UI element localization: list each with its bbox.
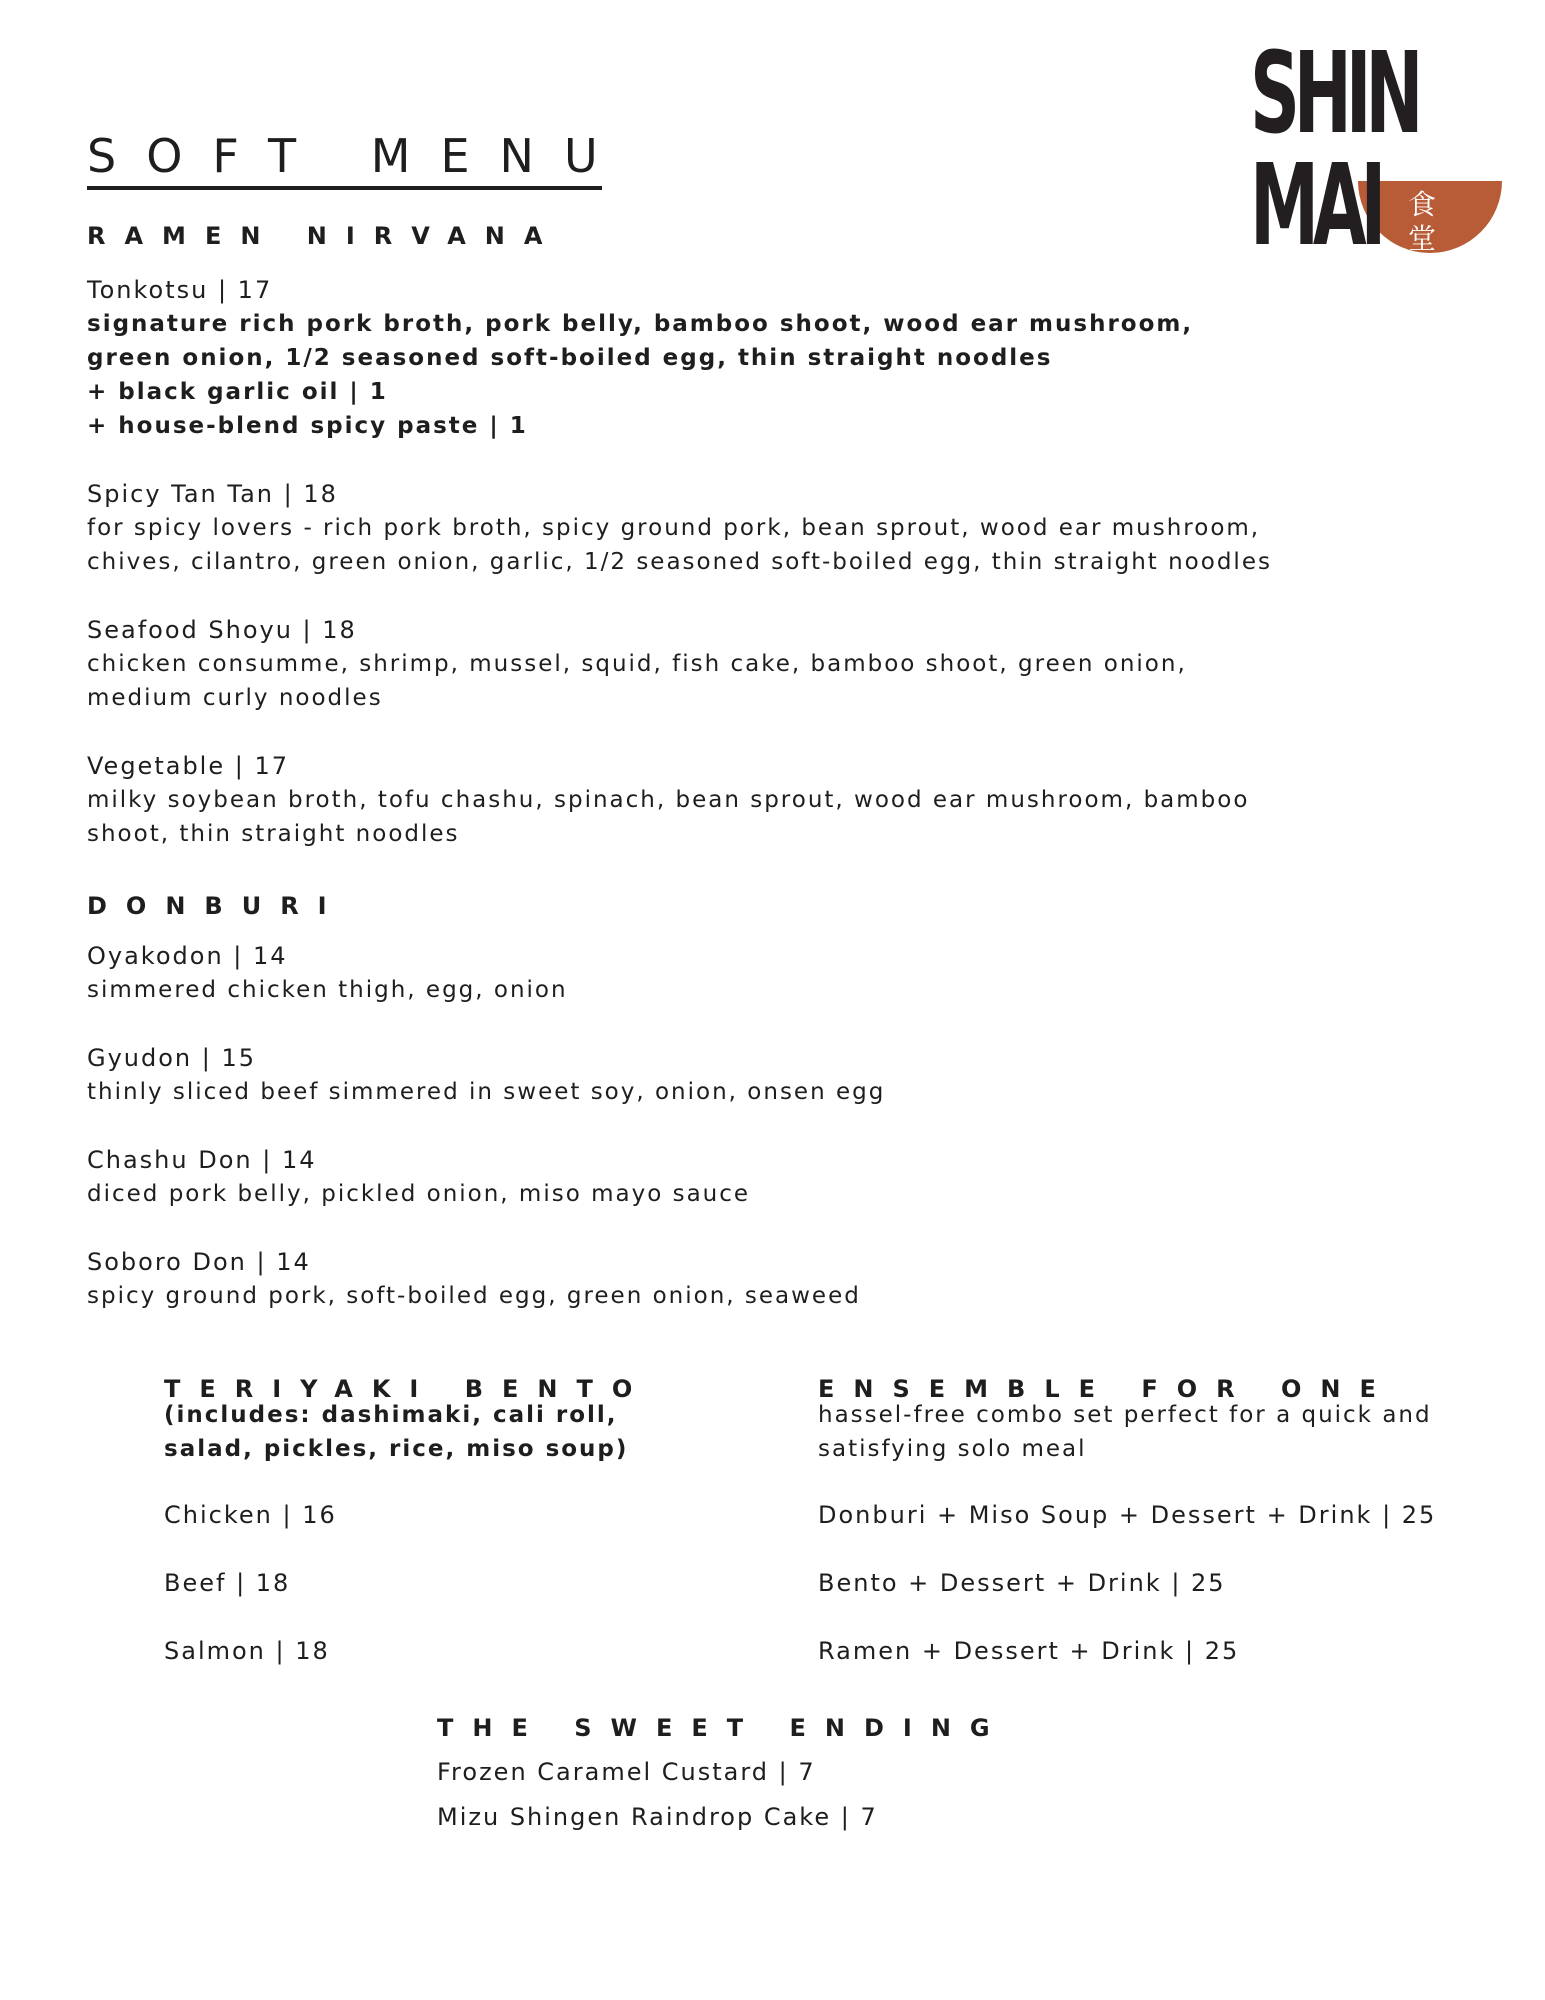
item-name: Chashu Don | 14 xyxy=(87,1146,317,1174)
dessert-item: Frozen Caramel Custard | 7 xyxy=(437,1758,816,1786)
item-desc: signature rich pork broth, pork belly, bamboo shoot, wood ear mushroom, xyxy=(87,311,1194,337)
item-desc: chicken consumme, shrimp, mussel, squid, fish cake, bamboo shoot, green onion, xyxy=(87,651,1187,677)
ensemble-section xyxy=(818,1374,1436,1668)
logo-kanji-1: 食 xyxy=(1407,188,1436,221)
item-desc: for spicy lovers - rich pork broth, spicy ground pork, bean sprout, wood ear mushroom, xyxy=(87,515,1261,541)
section-title-ensemble: ENSEMBLE FOR ONE xyxy=(818,1375,1395,1403)
menu-item-spicy-tan-tan xyxy=(87,477,1272,579)
logo-kanji-2: 堂 xyxy=(1407,222,1436,255)
ensemble-item: Donburi + Miso Soup + Dessert + Drink | 25 xyxy=(818,1501,1437,1529)
item-desc: medium curly noodles xyxy=(87,685,383,711)
bento-item: Chicken | 16 xyxy=(164,1501,337,1529)
bento-note-1: (includes: dashimaki, cali roll, xyxy=(164,1402,618,1428)
item-name: Vegetable | 17 xyxy=(87,752,289,780)
donburi-list xyxy=(87,939,885,1313)
item-name: Tonkotsu | 17 xyxy=(87,276,273,304)
item-name: Seafood Shoyu | 18 xyxy=(87,616,357,644)
item-desc: shoot, thin straight noodles xyxy=(87,821,460,847)
logo-line-2: MAI xyxy=(1250,141,1381,271)
item-desc: spicy ground pork, soft-boiled egg, green onion, seaweed xyxy=(87,1283,861,1309)
menu-item-chashu-don xyxy=(87,1143,885,1211)
item-addon: + black garlic oil | 1 xyxy=(87,379,388,405)
item-desc: green onion, 1/2 seasoned soft-boiled egg, thin straight noodles xyxy=(87,345,1053,371)
menu-item-gyudon xyxy=(87,1041,885,1109)
bento-item: Beef | 18 xyxy=(164,1569,291,1597)
menu-item-tonkotsu xyxy=(87,273,1272,443)
menu-item-vegetable xyxy=(87,749,1272,851)
ramen-list xyxy=(87,273,1272,851)
ensemble-note-1: hassel-free combo set perfect for a quick and xyxy=(818,1402,1432,1428)
item-desc: simmered chicken thigh, egg, onion xyxy=(87,977,568,1003)
menu-item-soboro-don xyxy=(87,1245,885,1313)
section-title-sweet: THE SWEET ENDING xyxy=(437,1714,1009,1742)
bento-item: Salmon | 18 xyxy=(164,1637,330,1665)
item-name: Spicy Tan Tan | 18 xyxy=(87,480,338,508)
section-title-donburi: DONBURI xyxy=(87,892,346,920)
section-title-ramen: RAMEN NIRVANA xyxy=(87,222,562,250)
item-desc: diced pork belly, pickled onion, miso mayo sauce xyxy=(87,1181,751,1207)
item-name: Oyakodon | 14 xyxy=(87,942,288,970)
shin-mai-logo xyxy=(1250,29,1500,278)
item-name: Soboro Don | 14 xyxy=(87,1248,311,1276)
page-title: SOFT MENU xyxy=(87,128,602,190)
bento-note-2: salad, pickles, rice, miso soup) xyxy=(164,1436,629,1462)
item-desc: thinly sliced beef simmered in sweet soy, onion, onsen egg xyxy=(87,1079,886,1105)
ensemble-item: Ramen + Dessert + Drink | 25 xyxy=(818,1637,1240,1665)
logo-line-1: SHIN xyxy=(1250,29,1418,159)
dessert-item: Mizu Shingen Raindrop Cake | 7 xyxy=(437,1803,878,1831)
item-name: Gyudon | 15 xyxy=(87,1044,257,1072)
menu-item-seafood-shoyu xyxy=(87,613,1272,715)
menu-item-oyakodon xyxy=(87,939,885,1007)
item-desc: milky soybean broth, tofu chashu, spinach, bean sprout, wood ear mushroom, bamboo xyxy=(87,787,1250,813)
item-addon: + house-blend spicy paste | 1 xyxy=(87,413,528,439)
item-desc: chives, cilantro, green onion, garlic, 1/2 seasoned soft-boiled egg, thin straight noodles xyxy=(87,549,1272,575)
ensemble-item: Bento + Dessert + Drink | 25 xyxy=(818,1569,1226,1597)
ensemble-note-2: satisfying solo meal xyxy=(818,1436,1087,1462)
bento-section xyxy=(164,1374,651,1668)
section-title-bento: TERIYAKI BENTO xyxy=(164,1375,652,1403)
logo-kanji xyxy=(1402,188,1442,256)
sweet-section xyxy=(437,1713,1009,1834)
